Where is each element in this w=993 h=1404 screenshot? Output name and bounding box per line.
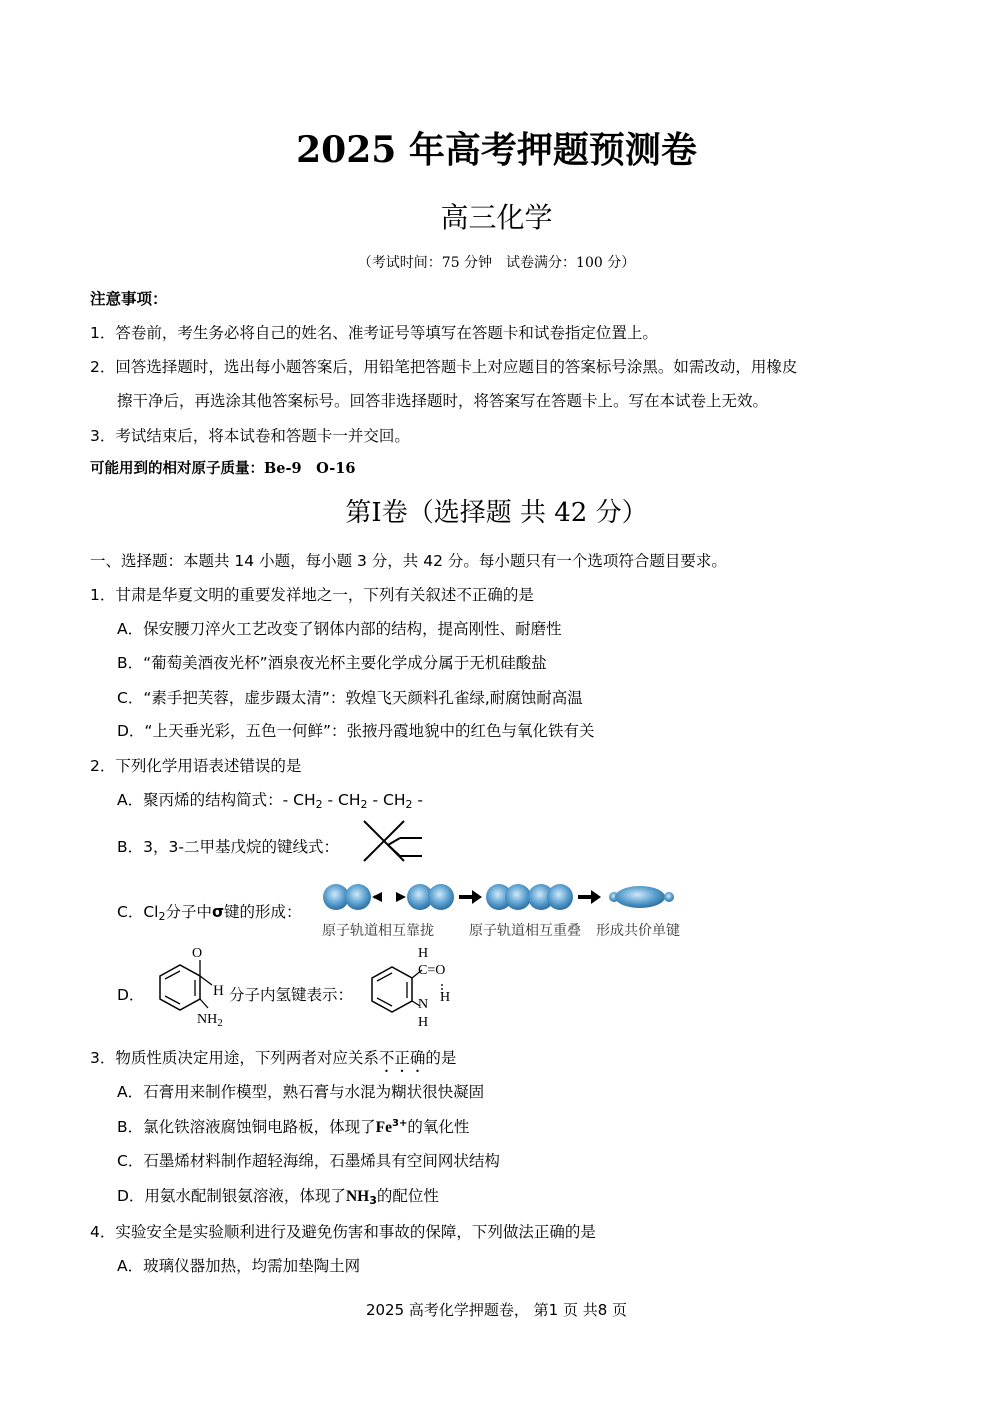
right-struct-H-mid: H: [440, 990, 451, 1005]
right-struct-H-top: H: [418, 946, 429, 961]
left-struct-NH: NH: [197, 1012, 218, 1027]
atomic-mass-note: 可能用到的相对原子质量：Be-9 O-16: [90, 460, 356, 477]
notice-item-2: 2．回答选择题时，选出每小题答案后，用铅笔把答题卡上对应题目的答案标号涂黑。如需改动，用橡皮: [90, 358, 798, 376]
arrow-right-icon: [472, 890, 482, 904]
orbital-lobe: [547, 884, 573, 910]
q3-stem-emphasis: 不正确: [378, 1049, 426, 1067]
right-struct-N: N: [418, 997, 429, 1012]
q3-b-text-1: B．氯化铁溶液腐蚀铜电路板，体现了: [117, 1118, 376, 1136]
orbital-lobe: [505, 884, 531, 910]
q3-d-sub: 3: [369, 1194, 377, 1207]
q3-stem: [90, 1046, 456, 1076]
notice-item-1: 1．答卷前，考生务必将自己的姓名、准考证号等填写在答题卡和试卷指定位置上。: [90, 324, 658, 342]
bond-orbital: [615, 886, 665, 908]
page-footer: 2025 高考化学押题卷， 第1 页 共8 页: [365, 1301, 628, 1319]
left-struct-NH2: [197, 1012, 223, 1029]
section-intro: 一、选择题：本题共 14 小题，每小题 3 分，共 42 分。每小题只有一个选项符合题目要求。: [90, 552, 727, 570]
q3-option-b: [117, 1115, 469, 1137]
q4-option-a: A．玻璃仪器加热，均需加垫陶土网: [117, 1257, 361, 1275]
orbital-caption-2: 原子轨道相互重叠: [469, 924, 581, 939]
q2-c-label-1: C．Cl: [117, 903, 159, 921]
notice-item-3: 3．考试结束后，将本试卷和答题卡一并交回。: [90, 427, 410, 445]
q3-stem-2: 的是: [425, 1049, 457, 1067]
q2-c-label-3: 键的形成：: [224, 903, 302, 921]
q2-a-formula-4: -: [412, 791, 424, 809]
q3-b-text-2: 的氧化性: [407, 1118, 470, 1136]
q1-option-b: B．“葡萄美酒夜光杯”酒泉夜光杯主要化学成分属于无机硅酸盐: [117, 654, 547, 672]
q2-a-sub-2: 2: [360, 798, 368, 811]
skeletal-formula-3-3-dimethylpentane: [360, 818, 430, 866]
section-title: 第I卷（选择题 共 42 分）: [345, 498, 648, 528]
orbital-lobe: [345, 884, 371, 910]
q3-b-chem: Fe: [375, 1119, 392, 1136]
right-struct-H-bottom: H: [418, 1015, 429, 1030]
q2-c-sigma: σ: [211, 903, 225, 921]
q2-c-sub: 2: [158, 910, 166, 923]
left-struct-O: O: [192, 946, 203, 961]
q3-option-d: [117, 1184, 439, 1207]
q2-a-label: A．聚丙烯的结构简式：: [117, 791, 283, 809]
q2-a-formula-2: - CH: [322, 791, 361, 809]
q2-option-d-label: D．: [117, 986, 145, 1004]
q3-d-text-1: D．用氨水配制银氨溶液，体现了: [117, 1187, 346, 1205]
q2-a-sub-3: 2: [405, 798, 413, 811]
page-title: 2025 年高考押题预测卷: [296, 129, 697, 171]
q3-d-text-2: 的配位性: [376, 1187, 439, 1205]
orbital-lobe: [664, 892, 674, 902]
q3-d-chem: NH: [345, 1188, 370, 1205]
structure-intramolecular-hbond: [364, 946, 464, 1032]
q3-stem-1: 3．物质性质决定用途，下列两者对应关系: [90, 1049, 379, 1067]
exam-info: （考试时间：75 分钟 试卷满分：100 分）: [357, 255, 636, 271]
left-struct-H: H: [213, 983, 224, 999]
q2-option-a: [117, 788, 423, 811]
q3-option-a: A．石膏用来制作模型，熟石膏与水混为糊状很快凝固: [117, 1083, 485, 1101]
page-subtitle: 高三化学: [440, 201, 553, 234]
q2-option-c-label: [117, 900, 302, 923]
q4-stem: 4．实验安全是实验顺利进行及避免伤害和事故的保障，下列做法正确的是: [90, 1223, 596, 1241]
q1-option-a: A．保安腰刀淬火工艺改变了钢体内部的结构，提高刚性、耐磨性: [117, 620, 562, 638]
orbital-lobe: [428, 884, 454, 910]
notice-item-2-cont: 擦干净后，再选涂其他答案标号。回答非选择题时，将答案写在答题卡上。写在本试卷上无效。: [117, 392, 769, 410]
orbital-caption-1: 原子轨道相互靠拢: [322, 924, 434, 939]
q2-a-formula-3: - CH: [367, 791, 406, 809]
q2-a-sub-1: 2: [315, 798, 323, 811]
notice-heading: 注意事项：: [90, 290, 168, 308]
q3-b-sup: 3+: [392, 1118, 408, 1129]
q1-option-c: C．“素手把芙蓉，虚步蹑太清”：敦煌飞天颜料孔雀绿,耐腐蚀耐高温: [117, 689, 583, 707]
left-struct-sub: 2: [217, 1017, 223, 1029]
q1-option-d: D．“上天垂光彩，五色一何鲜”：张掖丹霞地貌中的红色与氧化铁有关: [117, 722, 595, 740]
q3-option-c: C．石墨烯材料制作超轻海绵，石墨烯具有空间网状结构: [117, 1152, 500, 1170]
q2-option-b-label: B．3，3-二甲基戊烷的键线式：: [117, 838, 339, 856]
q2-c-label-2: 分子中: [165, 903, 212, 921]
sigma-bond-orbital-diagram: [322, 878, 687, 918]
orbital-caption-3: 形成共价单键: [596, 924, 680, 939]
q2-stem: 2．下列化学用语表述错误的是: [90, 757, 302, 775]
right-struct-CO: C=O: [418, 963, 446, 978]
q1-stem: 1．甘肃是华夏文明的重要发祥地之一，下列有关叙述不正确的是: [90, 586, 534, 604]
q2-d-text: 分子内氢键表示：: [229, 986, 354, 1004]
q2-a-formula-1: - CH: [282, 791, 316, 809]
arrow-right-icon: [591, 890, 601, 904]
